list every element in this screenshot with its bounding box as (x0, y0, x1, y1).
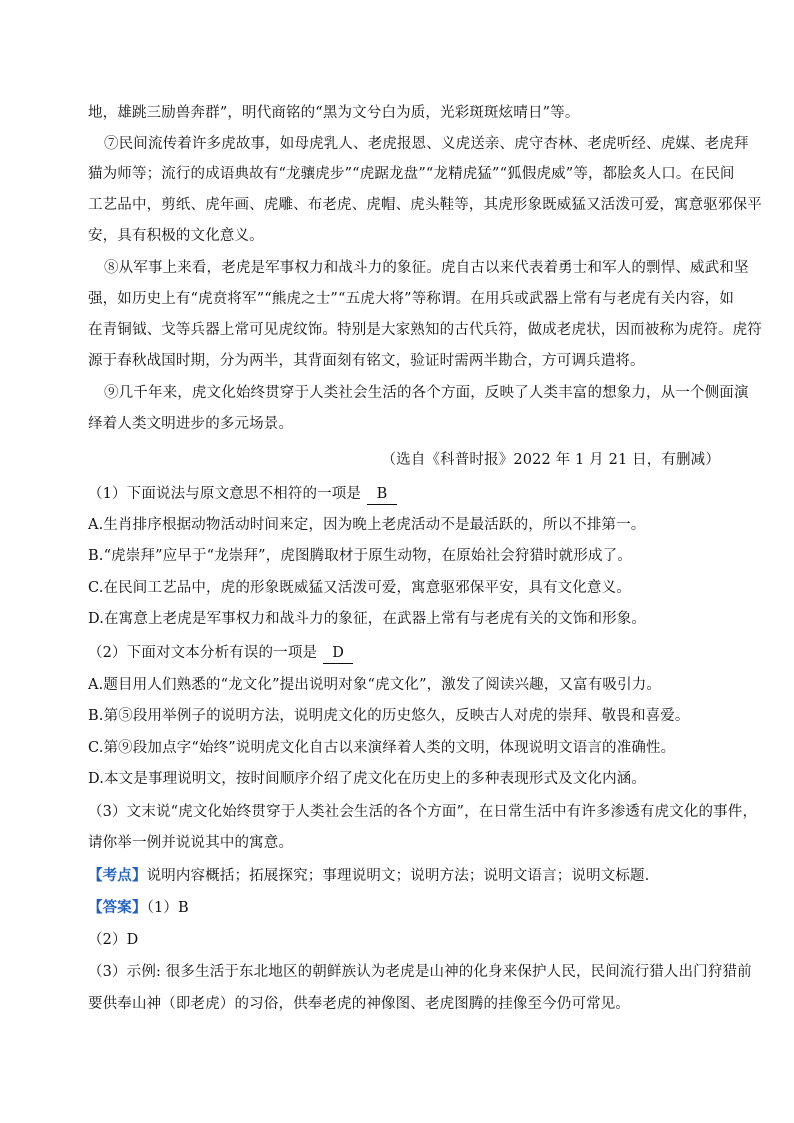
q2-option-d: D.本文是事理说明文，按时间顺序介绍了虎文化在历史上的多种表现形式及文化内涵。 (88, 771, 647, 787)
q2-option-b: B.第⑤段用举例子的说明方法，说明虎文化的历史悠久，反映古人对虎的崇拜、敬畏和喜爱。 (88, 708, 690, 724)
article-line: 工艺品中，剪纸、虎年画、虎雕、布老虎、虎帽、虎头鞋等，其虎形象既威猛又活泼可爱，寓意驱邪保平 (88, 197, 762, 213)
answer-1: （1）B (146, 900, 189, 916)
answer-2: （2）D (88, 932, 139, 948)
question-2-text: （2）下面对文本分析有误的一项是 (88, 645, 318, 661)
q1-option-d: D.在寓意上老虎是军事权力和战斗力的象征，在武器上常有与老虎有关的文饰和形象。 (88, 611, 647, 627)
paragraph-7-line: ⑦民间流传着许多虎故事，如母虎乳人、老虎报恩、义虎送亲、虎守杏林、老虎听经、虎媒、老虎拜 (104, 136, 749, 152)
article-line: 安，具有积极的文化意义。 (88, 228, 264, 244)
q1-option-c: C.在民间工艺品中，虎的形象既威猛又活泼可爱，寓意驱邪保平安，具有文化意义。 (88, 580, 631, 596)
q2-option-a: A.题目用人们熟悉的“龙文化”提出说明对象“虎文化”，激发了阅读兴趣，又富有吸引力。 (88, 677, 662, 693)
q1-option-a: A.生肖排序根据动物活动时间来定，因为晚上老虎活动不是最活跃的，所以不排第一。 (88, 517, 646, 533)
paragraph-8-line: ⑧从军事上来看，老虎是军事权力和战斗力的象征。虎自古以来代表着勇士和军人的剽悍、威武和坚 (104, 260, 749, 276)
kaodian-text: 说明内容概括；拓展探究；事理说明文；说明方法；说明文语言；说明文标题． (146, 868, 660, 884)
question-2-answer-blank: D (323, 643, 353, 664)
article-line: 在青铜钺、戈等兵器上常可见虎纹饰。特别是大家熟知的古代兵符，做成老虎状，因而被称为虎符。虎符 (88, 322, 762, 338)
answer-3-line: （3）示例: 很多生活于东北地区的朝鲜族认为老虎是山神的化身来保护人民，民间流行猎人出门狩猎前 (88, 964, 752, 980)
paragraph-9-line: ⑨几千年来，虎文化始终贯穿于人类社会生活的各个方面，反映了人类丰富的想象力，从一个侧面演 (104, 385, 749, 401)
question-3-line: 请你举一例并说说其中的寓意。 (88, 835, 294, 851)
article-line: 强，如历史上有“虎贲将军”“熊虎之士”“五虎大将”等称谓。在用兵或武器上常有与老虎有关内容，如 (88, 291, 735, 307)
answer-row (88, 898, 728, 918)
question-1-text: （1）下面说法与原文意思不相符的一项是 (88, 486, 362, 502)
article-source: （选自《科普时报》2022 年 1 月 21 日，有删减） (381, 452, 720, 468)
article-line: 绎着人类文明进步的多元场景。 (88, 416, 294, 432)
q2-option-c: C.第⑨段加点字“始终”说明虎文化自古以来演绎着人类的文明，体现说明文语言的准确性。 (88, 740, 676, 756)
question-3-line: （3）文末说“虎文化始终贯穿于人类社会生活的各个方面”，在日常生活中有许多渗透有虎文化的事件， (88, 804, 758, 820)
kaodian-row (88, 866, 728, 886)
article-line: 源于春秋战国时期，分为两半，其背面刻有铭文，验证时需两半勘合，方可调兵遣将。 (88, 353, 645, 369)
question-1-answer-blank: B (367, 484, 397, 505)
article-line: 猫为师等；流行的成语典故有“龙骧虎步”“虎踞龙盘”“龙精虎猛”“狐假虎威”等，都脍炙人口。在民间 (88, 166, 735, 182)
question-1-stem (88, 484, 728, 505)
answer-tag: 【答案】 (88, 899, 147, 916)
q1-option-b: B.“虎崇拜”应早于“龙崇拜”，虎图腾取材于原生动物，在原始社会狩猎时就形成了。 (88, 548, 632, 564)
article-line: 地，雄跳三励兽奔群”，明代商铭的“黑为文兮白为质，光彩斑斑炫晴日”等。 (88, 105, 580, 121)
question-2-stem (88, 643, 728, 664)
answer-3-line: 要供奉山神（即老虎）的习俗，供奉老虎的神像图、老虎图腾的挂像至今仍可常见。 (88, 996, 631, 1012)
kaodian-tag: 【考点】 (88, 867, 147, 884)
